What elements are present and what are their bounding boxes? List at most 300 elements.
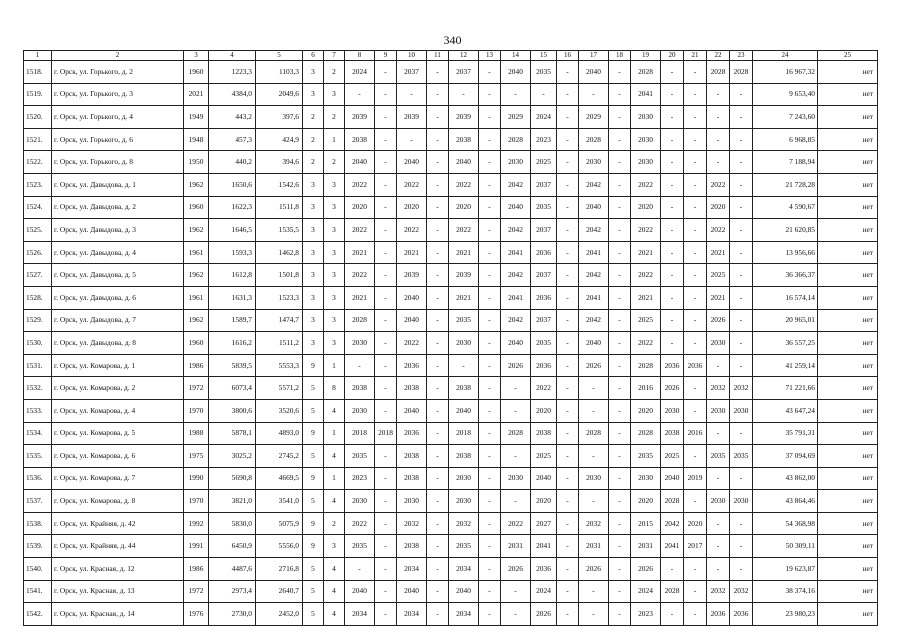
table-cell: нет: [818, 83, 878, 106]
table-cell: -: [557, 83, 579, 106]
table-cell: -: [375, 377, 397, 400]
table-cell: -: [557, 535, 579, 558]
table-cell: -: [579, 445, 609, 468]
table-cell: 2039: [449, 106, 479, 129]
table-cell: 1948: [184, 128, 209, 151]
table-cell: 2030: [501, 467, 531, 490]
table-cell: 3025,2: [209, 445, 256, 468]
table-row: [24, 151, 878, 174]
table-cell: 3821,0: [209, 490, 256, 513]
table-cell: 3: [324, 173, 345, 196]
table-cell: -: [427, 445, 449, 468]
table-cell: -: [557, 354, 579, 377]
table-cell: -: [579, 83, 609, 106]
table-cell: -: [730, 128, 753, 151]
table-cell: -: [609, 286, 631, 309]
table-cell: -: [609, 173, 631, 196]
table-cell: 2042: [579, 173, 609, 196]
table-cell: -: [501, 83, 531, 106]
table-cell: 37 094,69: [753, 445, 818, 468]
table-cell: 2036: [531, 241, 557, 264]
table-cell: 2022: [345, 512, 375, 535]
table-cell: 2037: [531, 173, 557, 196]
table-cell: г. Орск, ул. Крайняя, д. 42: [52, 512, 184, 535]
table-cell: -: [375, 264, 397, 287]
table-cell: г. Орск, ул. Комарова, д. 8: [52, 490, 184, 513]
table-cell: 2041: [631, 83, 661, 106]
table-cell: 2022: [397, 332, 427, 355]
table-cell: -: [375, 467, 397, 490]
table-cell: г. Орск, ул. Давыдова, д. 8: [52, 332, 184, 355]
table-cell: -: [707, 512, 730, 535]
table-cell: 2039: [449, 264, 479, 287]
table-cell: -: [609, 354, 631, 377]
table-cell: -: [479, 309, 501, 332]
table-cell: -: [479, 490, 501, 513]
table-cell: 2030: [707, 332, 730, 355]
table-cell: 2030: [631, 151, 661, 174]
table-cell: 2016: [631, 377, 661, 400]
table-cell: -: [479, 467, 501, 490]
table-cell: -: [730, 422, 753, 445]
table-cell: нет: [818, 580, 878, 603]
table-cell: нет: [818, 490, 878, 513]
table-cell: 2036: [707, 603, 730, 626]
table-cell: 2028: [631, 422, 661, 445]
column-header: 22: [707, 51, 730, 61]
table-cell: -: [557, 467, 579, 490]
table-cell: г. Орск, ул. Давыдова, д. 2: [52, 196, 184, 219]
table-cell: -: [427, 151, 449, 174]
table-cell: 2041: [661, 535, 684, 558]
table-cell: -: [707, 535, 730, 558]
table-cell: -: [375, 490, 397, 513]
column-header: 17: [579, 51, 609, 61]
table-cell: нет: [818, 286, 878, 309]
table-cell: 3: [303, 332, 324, 355]
table-cell: 2029: [501, 106, 531, 129]
table-cell: 4: [324, 445, 345, 468]
table-cell: -: [609, 219, 631, 242]
table-cell: 2041: [579, 286, 609, 309]
table-cell: 2022: [631, 264, 661, 287]
table-cell: 5553,3: [256, 354, 303, 377]
table-cell: -: [730, 512, 753, 535]
table-cell: 2021: [707, 241, 730, 264]
column-header: 16: [557, 51, 579, 61]
table-cell: 1535,5: [256, 219, 303, 242]
table-cell: 1949: [184, 106, 209, 129]
table-row: [24, 558, 878, 581]
table-row: [24, 196, 878, 219]
table-cell: -: [479, 580, 501, 603]
table-cell: -: [661, 219, 684, 242]
table-cell: -: [557, 512, 579, 535]
table-cell: 4: [324, 558, 345, 581]
table-cell: -: [707, 467, 730, 490]
table-cell: 5: [303, 377, 324, 400]
table-cell: 2049,6: [256, 83, 303, 106]
table-cell: -: [730, 173, 753, 196]
table-cell: 2021: [449, 241, 479, 264]
table-cell: 1: [324, 354, 345, 377]
table-cell: -: [684, 490, 707, 513]
table-cell: -: [557, 558, 579, 581]
table-cell: 2042: [501, 309, 531, 332]
table-cell: 2029: [579, 106, 609, 129]
table-cell: -: [397, 83, 427, 106]
table-cell: 3: [303, 61, 324, 84]
table-cell: -: [557, 286, 579, 309]
table-cell: 1532.: [24, 377, 52, 400]
table-cell: 1542.: [24, 603, 52, 626]
table-cell: 1531.: [24, 354, 52, 377]
table-cell: -: [609, 83, 631, 106]
table-cell: 2038: [449, 128, 479, 151]
column-header: 13: [479, 51, 501, 61]
table-cell: -: [375, 173, 397, 196]
table-cell: 2022: [449, 173, 479, 196]
table-cell: 1650,6: [209, 173, 256, 196]
column-header: 21: [684, 51, 707, 61]
table-cell: 397,6: [256, 106, 303, 129]
table-cell: 1646,5: [209, 219, 256, 242]
table-cell: 2034: [345, 603, 375, 626]
table-cell: -: [449, 83, 479, 106]
table-cell: 1523,3: [256, 286, 303, 309]
table-cell: 2031: [579, 535, 609, 558]
table-cell: -: [427, 264, 449, 287]
table-cell: нет: [818, 535, 878, 558]
table-cell: 2034: [449, 558, 479, 581]
table-cell: 2016: [684, 422, 707, 445]
table-cell: 2040: [397, 580, 427, 603]
table-cell: -: [730, 83, 753, 106]
table-cell: 43 862,00: [753, 467, 818, 490]
table-cell: 3800,6: [209, 399, 256, 422]
table-cell: -: [609, 535, 631, 558]
table-cell: г. Орск, ул. Давыдова, д. 5: [52, 264, 184, 287]
table-cell: 1991: [184, 535, 209, 558]
table-cell: -: [609, 580, 631, 603]
table-cell: 2038: [449, 445, 479, 468]
table-cell: 36 557,25: [753, 332, 818, 355]
table-cell: -: [427, 377, 449, 400]
table-cell: 2032: [579, 512, 609, 535]
table-cell: -: [375, 106, 397, 129]
table-cell: 2026: [531, 603, 557, 626]
table-cell: 35 791,31: [753, 422, 818, 445]
table-cell: -: [684, 83, 707, 106]
table-cell: 2021: [631, 286, 661, 309]
table-cell: 2030: [730, 399, 753, 422]
table-cell: 2035: [345, 535, 375, 558]
table-row: [24, 61, 878, 84]
table-cell: 1976: [184, 603, 209, 626]
column-header: 6: [303, 51, 324, 61]
table-cell: -: [661, 264, 684, 287]
table-cell: 9: [303, 354, 324, 377]
table-cell: 2028: [501, 128, 531, 151]
table-cell: 2023: [631, 603, 661, 626]
table-cell: 2030: [501, 151, 531, 174]
table-cell: 2022: [707, 219, 730, 242]
table-cell: -: [661, 558, 684, 581]
table-cell: нет: [818, 264, 878, 287]
table-cell: 2031: [631, 535, 661, 558]
table-cell: -: [661, 83, 684, 106]
table-cell: 3: [324, 264, 345, 287]
table-cell: 2026: [707, 309, 730, 332]
table-cell: -: [427, 354, 449, 377]
page-number: 340: [443, 33, 462, 47]
table-cell: 1992: [184, 512, 209, 535]
table-cell: -: [375, 309, 397, 332]
table-cell: -: [375, 580, 397, 603]
table-cell: -: [479, 377, 501, 400]
table-cell: 5075,9: [256, 512, 303, 535]
table-cell: 2028: [707, 61, 730, 84]
table-cell: -: [375, 219, 397, 242]
table-cell: -: [730, 558, 753, 581]
column-header: 25: [818, 51, 878, 61]
table-cell: 2036: [531, 558, 557, 581]
table-cell: 2018: [345, 422, 375, 445]
column-header: 20: [661, 51, 684, 61]
table-cell: 2039: [397, 264, 427, 287]
table-cell: -: [609, 332, 631, 355]
table-cell: г. Орск, ул. Горького, д. 8: [52, 151, 184, 174]
table-cell: 1: [324, 422, 345, 445]
table-cell: 1: [324, 467, 345, 490]
table-cell: 4669,5: [256, 467, 303, 490]
table-cell: 1960: [184, 332, 209, 355]
table-cell: 19 623,87: [753, 558, 818, 581]
table-cell: 1535.: [24, 445, 52, 468]
table-cell: -: [479, 128, 501, 151]
table-cell: г. Орск, ул. Давыдова, д. 7: [52, 309, 184, 332]
table-row: [24, 332, 878, 355]
table-cell: -: [707, 558, 730, 581]
table-cell: -: [609, 106, 631, 129]
table-cell: -: [375, 354, 397, 377]
table-cell: 1527.: [24, 264, 52, 287]
table-cell: 1518.: [24, 61, 52, 84]
table-cell: 2035: [449, 535, 479, 558]
table-cell: г. Орск, ул. Комарова, д. 1: [52, 354, 184, 377]
table-cell: 1631,3: [209, 286, 256, 309]
table-cell: -: [661, 241, 684, 264]
column-header: 7: [324, 51, 345, 61]
table-row: [24, 354, 878, 377]
table-cell: 2039: [345, 106, 375, 129]
table-cell: -: [427, 241, 449, 264]
table-cell: нет: [818, 467, 878, 490]
table-cell: -: [707, 106, 730, 129]
table-cell: -: [684, 264, 707, 287]
table-cell: -: [427, 61, 449, 84]
table-cell: 9: [303, 467, 324, 490]
table-cell: 2035: [631, 445, 661, 468]
table-cell: 1525.: [24, 219, 52, 242]
table-cell: -: [427, 422, 449, 445]
table-cell: 2037: [531, 309, 557, 332]
table-cell: 2021: [184, 83, 209, 106]
table-cell: -: [609, 422, 631, 445]
table-cell: -: [479, 535, 501, 558]
table-cell: 13 956,66: [753, 241, 818, 264]
table-cell: 2028: [631, 61, 661, 84]
table-cell: -: [707, 151, 730, 174]
table-cell: -: [661, 106, 684, 129]
table-cell: 2026: [579, 354, 609, 377]
table-cell: 2025: [531, 445, 557, 468]
table-cell: 1534.: [24, 422, 52, 445]
table-cell: 2037: [531, 219, 557, 242]
table-cell: -: [684, 173, 707, 196]
table-cell: 1: [324, 128, 345, 151]
table-cell: 3: [324, 535, 345, 558]
table-cell: 2042: [579, 219, 609, 242]
table-cell: 2022: [707, 173, 730, 196]
table-cell: 2032: [730, 377, 753, 400]
table-cell: -: [557, 377, 579, 400]
table-cell: 2026: [661, 377, 684, 400]
table-cell: -: [501, 603, 531, 626]
table-cell: нет: [818, 399, 878, 422]
table-cell: 1529.: [24, 309, 52, 332]
table-cell: 1541.: [24, 580, 52, 603]
table-cell: 2040: [501, 196, 531, 219]
housing-repair-table: [23, 50, 878, 626]
table-cell: 2027: [531, 512, 557, 535]
table-cell: 4384,0: [209, 83, 256, 106]
table-cell: 2040: [579, 196, 609, 219]
table-cell: 2035: [531, 61, 557, 84]
table-cell: -: [557, 399, 579, 422]
table-cell: -: [375, 332, 397, 355]
table-cell: 3: [324, 286, 345, 309]
table-header-row: [24, 51, 878, 61]
table-cell: -: [684, 61, 707, 84]
table-cell: 2030: [449, 490, 479, 513]
table-cell: 2028: [631, 354, 661, 377]
table-cell: -: [427, 490, 449, 513]
table-cell: 2745,2: [256, 445, 303, 468]
table-cell: -: [684, 128, 707, 151]
table-cell: нет: [818, 558, 878, 581]
table-cell: 2038: [397, 377, 427, 400]
table-cell: нет: [818, 173, 878, 196]
table-cell: г. Орск, ул. Горького, д. 3: [52, 83, 184, 106]
table-row: [24, 445, 878, 468]
table-cell: -: [557, 196, 579, 219]
table-cell: -: [557, 422, 579, 445]
table-cell: 3: [303, 173, 324, 196]
table-cell: нет: [818, 332, 878, 355]
table-cell: 2038: [661, 422, 684, 445]
table-cell: 2032: [707, 580, 730, 603]
table-cell: -: [427, 512, 449, 535]
table-cell: 2040: [397, 399, 427, 422]
table-cell: 71 221,66: [753, 377, 818, 400]
table-cell: 3: [324, 196, 345, 219]
table-cell: 2024: [531, 580, 557, 603]
table-cell: -: [427, 196, 449, 219]
table-cell: -: [557, 173, 579, 196]
table-cell: нет: [818, 445, 878, 468]
table-cell: -: [730, 467, 753, 490]
table-cell: 2030: [707, 490, 730, 513]
table-cell: 2036: [531, 286, 557, 309]
table-cell: -: [479, 241, 501, 264]
table-cell: 2020: [531, 490, 557, 513]
table-cell: 2024: [531, 106, 557, 129]
table-cell: -: [427, 580, 449, 603]
table-cell: 2: [303, 151, 324, 174]
table-cell: -: [501, 377, 531, 400]
table-cell: 2040: [345, 151, 375, 174]
table-cell: нет: [818, 128, 878, 151]
table-cell: -: [557, 332, 579, 355]
table-cell: 2042: [501, 219, 531, 242]
table-cell: 3520,6: [256, 399, 303, 422]
table-cell: 2022: [397, 173, 427, 196]
table-cell: 3: [303, 264, 324, 287]
table-cell: 2021: [397, 241, 427, 264]
table-cell: 54 368,98: [753, 512, 818, 535]
table-cell: 3: [303, 241, 324, 264]
table-cell: 6450,9: [209, 535, 256, 558]
table-cell: 2041: [579, 241, 609, 264]
table-cell: 2032: [730, 580, 753, 603]
table-cell: 2015: [631, 512, 661, 535]
table-cell: 2038: [397, 467, 427, 490]
table-cell: 2021: [345, 241, 375, 264]
table-row: [24, 399, 878, 422]
table-cell: -: [579, 490, 609, 513]
column-header: 2: [52, 51, 184, 61]
table-cell: -: [684, 219, 707, 242]
table-cell: 1622,3: [209, 196, 256, 219]
table-cell: -: [684, 106, 707, 129]
table-cell: 9 653,40: [753, 83, 818, 106]
table-cell: 1960: [184, 61, 209, 84]
table-cell: 9: [303, 512, 324, 535]
table-cell: 2032: [449, 512, 479, 535]
table-cell: г. Орск, ул. Горького, д. 2: [52, 61, 184, 84]
table-cell: 1972: [184, 580, 209, 603]
table-cell: г. Орск, ул. Крайняя, д. 44: [52, 535, 184, 558]
table-cell: 2028: [345, 309, 375, 332]
table-cell: -: [375, 512, 397, 535]
table-cell: 2038: [345, 377, 375, 400]
table-cell: 43 864,46: [753, 490, 818, 513]
table-cell: 2022: [345, 219, 375, 242]
table-cell: 3: [303, 219, 324, 242]
table-cell: -: [427, 286, 449, 309]
table-row: [24, 309, 878, 332]
table-cell: 16 574,14: [753, 286, 818, 309]
table-cell: 2030: [345, 399, 375, 422]
column-header: 18: [609, 51, 631, 61]
table-cell: -: [730, 264, 753, 287]
table-cell: 2042: [579, 264, 609, 287]
table-cell: 3: [303, 309, 324, 332]
table-cell: 1528.: [24, 286, 52, 309]
table-cell: 2452,0: [256, 603, 303, 626]
table-cell: 1961: [184, 286, 209, 309]
